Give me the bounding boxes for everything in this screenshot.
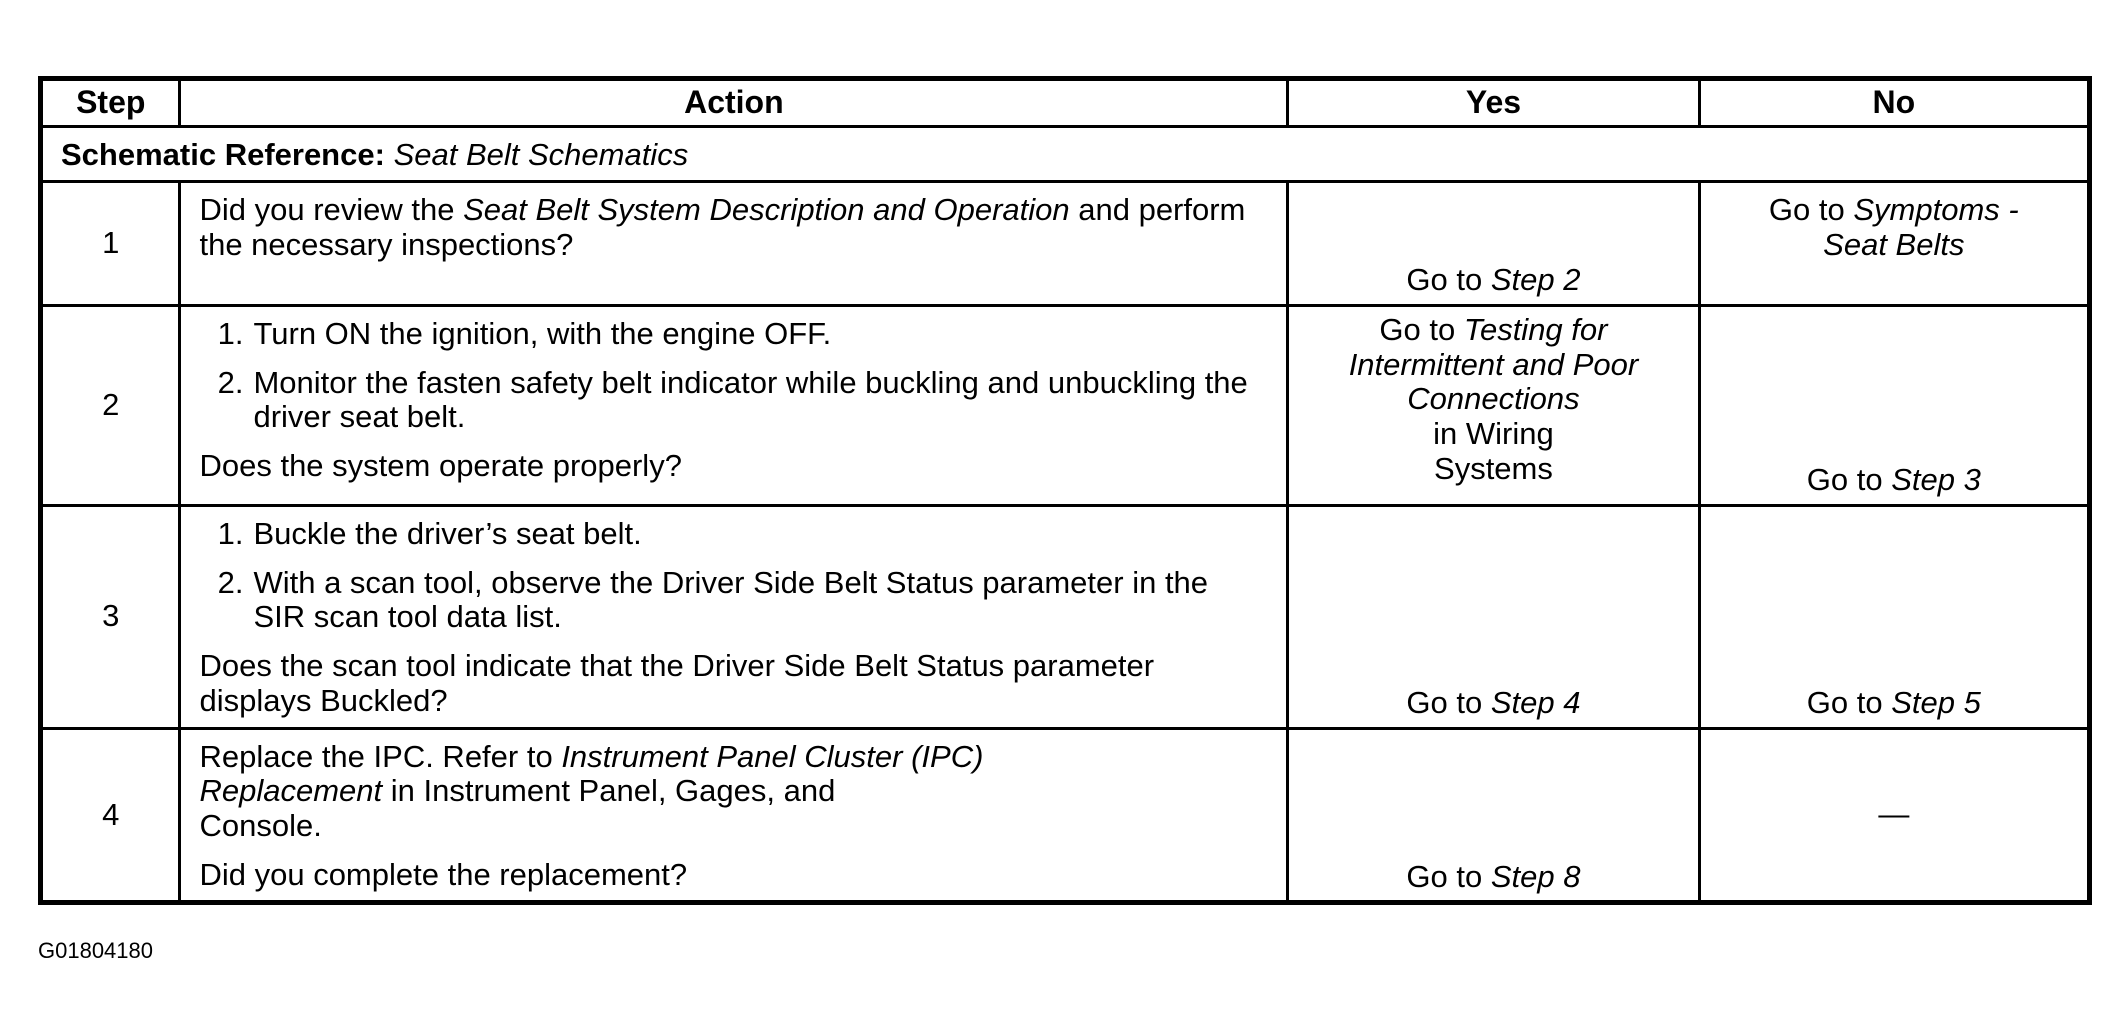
action-list (199, 517, 1268, 635)
no-result (1701, 463, 2087, 498)
no-cell (1699, 506, 2089, 729)
go-to-text: Go to (1806, 684, 1892, 720)
diagnostic-table (38, 76, 2092, 905)
table-row (41, 306, 2090, 506)
step-link[interactable]: Step 8 (1490, 858, 1581, 894)
step-link[interactable]: Step 2 (1490, 262, 1581, 298)
symptoms-link[interactable]: Seat Belts (1823, 226, 1965, 262)
list-text: Buckle the driver’s seat belt. (253, 516, 642, 551)
list-item (199, 366, 1268, 435)
list-item (199, 517, 1268, 552)
testing-link[interactable]: Testing for (1463, 312, 1608, 347)
yes-cell (1288, 306, 1699, 506)
table-row (41, 728, 2090, 903)
step-link[interactable]: Step 5 (1891, 684, 1981, 720)
go-to-text: Go to (1406, 262, 1491, 298)
list-number: 2. (217, 364, 244, 400)
no-cell (1699, 728, 2089, 903)
action-list (199, 317, 1268, 435)
no-cell (1699, 182, 2089, 306)
header-step: Step (41, 79, 180, 127)
yes-cell (1288, 506, 1699, 729)
figure-id: G01804180 (38, 938, 153, 963)
yes-text: Systems (1434, 450, 1553, 486)
go-to-text: Go to (1379, 312, 1464, 347)
list-number: 1. (217, 516, 244, 551)
header-row (41, 79, 2090, 127)
testing-link[interactable]: Intermittent and Poor (1348, 346, 1639, 382)
step-number: 3 (41, 506, 180, 729)
no-result (1701, 686, 2087, 721)
header-action: Action (180, 79, 1288, 127)
action-cell (180, 728, 1288, 903)
list-text: With a scan tool, observe the Driver Side Belt Status parameter in the SIR scan tool data list. (253, 564, 1209, 635)
list-item (199, 317, 1268, 352)
action-cell (180, 306, 1288, 506)
action-text: in Instrument Panel, Gages, and (382, 773, 836, 809)
go-to-text: Go to (1406, 684, 1491, 720)
action-text: Did you review the (199, 192, 464, 227)
header-yes: Yes (1288, 79, 1699, 127)
step-link[interactable]: Step 4 (1490, 684, 1581, 720)
schematic-reference-row (41, 127, 2090, 182)
yes-result (1289, 313, 1697, 487)
table-row (41, 506, 2090, 729)
yes-cell (1288, 182, 1699, 306)
action-text: Replace the IPC. Refer to (199, 738, 562, 774)
symptoms-link[interactable]: Symptoms - (1853, 192, 2019, 227)
no-cell (1699, 306, 2089, 506)
list-number: 1. (217, 316, 244, 351)
schematic-reference-label: Schematic Reference: (61, 137, 385, 173)
schematic-reference-link[interactable]: Seat Belt Schematics (393, 137, 689, 173)
yes-result (1289, 686, 1697, 721)
list-item (199, 566, 1268, 635)
go-to-text: Go to (1768, 192, 1854, 227)
ipc-replacement-link[interactable]: Replacement (199, 773, 383, 809)
no-result-dash: — (1878, 796, 1910, 832)
action-link[interactable]: Seat Belt System Description and Operation (463, 192, 1070, 227)
step-link[interactable]: Step 3 (1891, 462, 1981, 498)
action-text: and perform the necessary inspections? (199, 192, 1246, 262)
action-text-block (199, 740, 1268, 844)
go-to-text: Go to (1806, 462, 1892, 498)
yes-text: in Wiring (1433, 416, 1554, 452)
action-text: Console. (199, 808, 322, 844)
ipc-replacement-link[interactable]: Instrument Panel Cluster (IPC) (561, 738, 984, 774)
question-text: Does the system operate properly? (199, 448, 682, 484)
step-number: 1 (41, 182, 180, 306)
step-number: 2 (41, 306, 180, 506)
list-text: Monitor the fasten safety belt indicator while buckling and unbuckling the driver seat belt. (253, 364, 1248, 435)
action-cell (180, 182, 1288, 306)
question-text: Does the scan tool indicate that the Driver Side Belt Status parameter displays Buckled? (199, 648, 1155, 718)
header-no: No (1699, 79, 2089, 127)
action-cell (180, 506, 1288, 729)
no-result (1701, 193, 2087, 262)
yes-cell (1288, 728, 1699, 903)
testing-link[interactable]: Connections (1407, 381, 1580, 417)
yes-result (1289, 263, 1697, 298)
list-number: 2. (217, 564, 244, 600)
question-text: Did you complete the replacement? (199, 856, 688, 892)
schematic-reference (41, 127, 2090, 182)
yes-result (1289, 860, 1697, 895)
step-number: 4 (41, 728, 180, 903)
go-to-text: Go to (1406, 858, 1491, 894)
list-text: Turn ON the ignition, with the engine OFF. (253, 316, 832, 351)
table-row (41, 182, 2090, 306)
